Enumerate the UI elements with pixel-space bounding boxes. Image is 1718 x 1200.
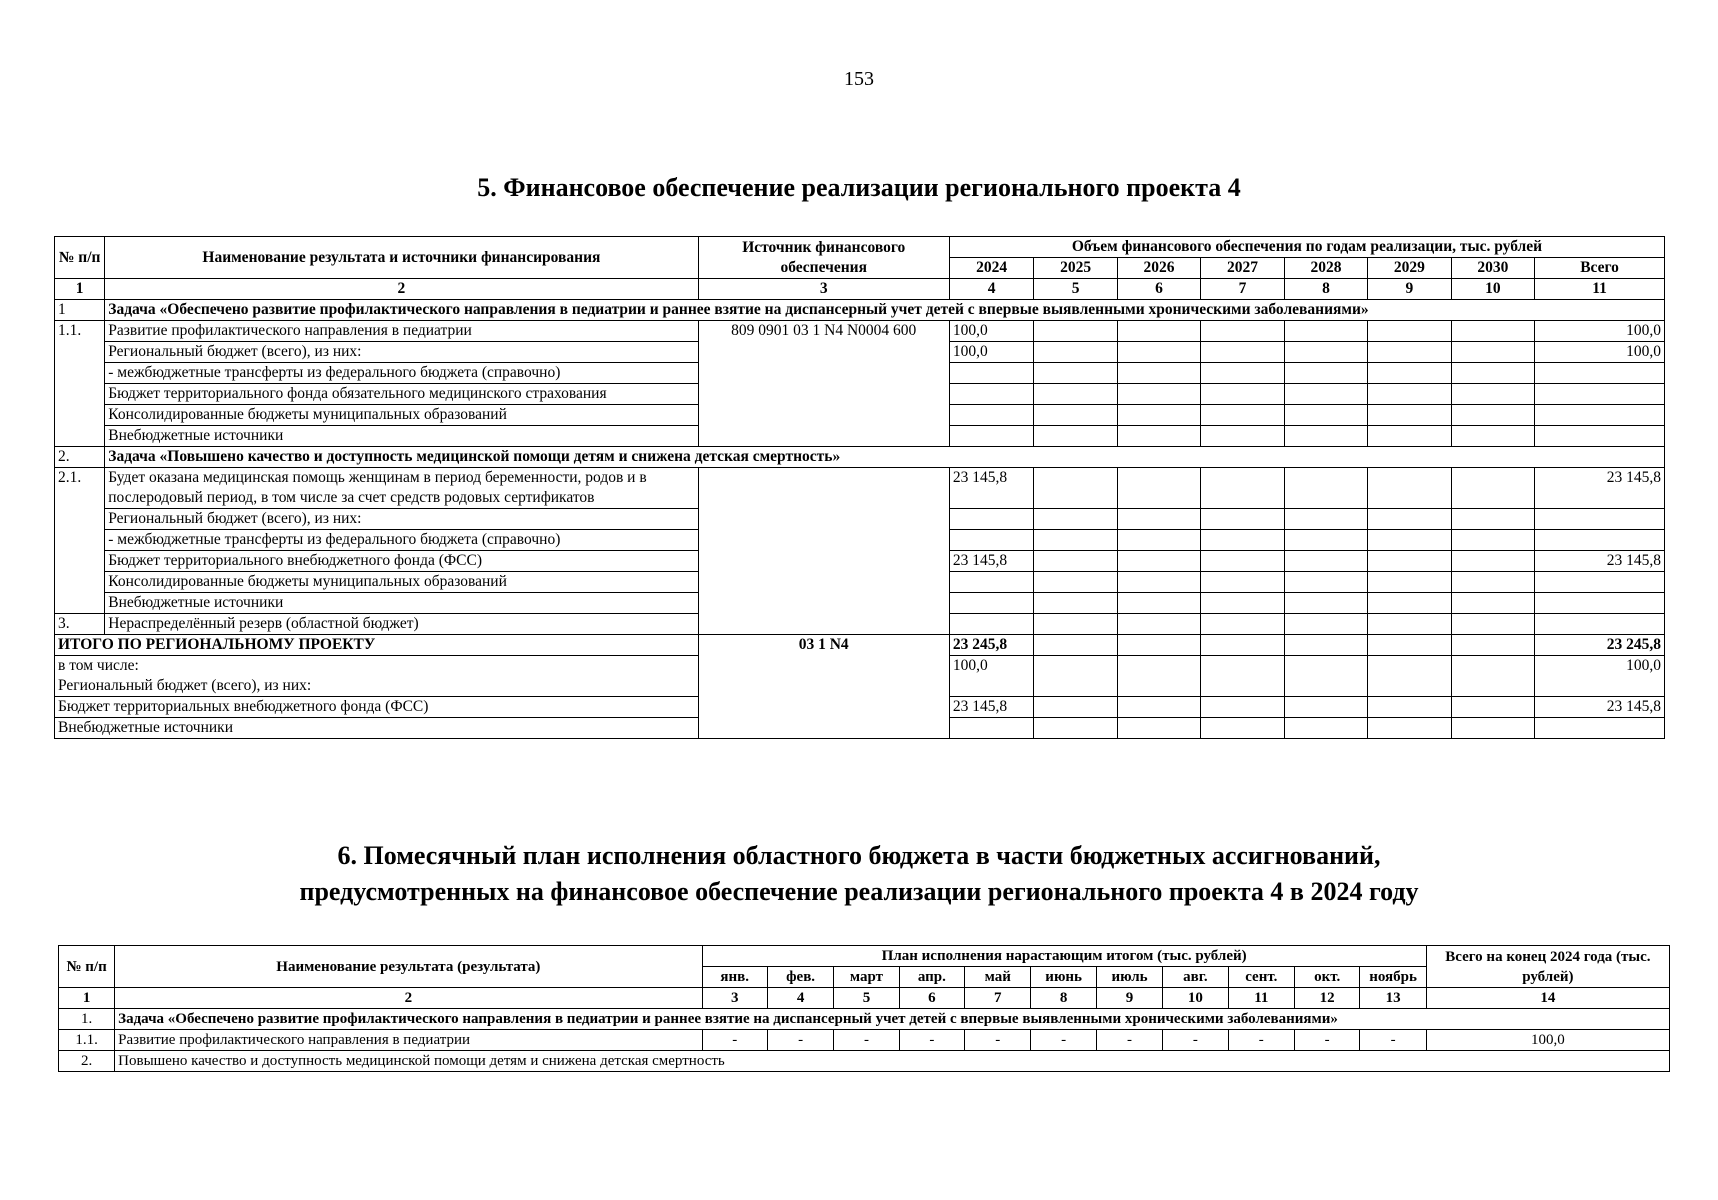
- col-number: 4: [767, 988, 833, 1009]
- header-month: май: [965, 967, 1031, 988]
- col-number: 1: [59, 988, 115, 1009]
- header-month: авг.: [1163, 967, 1228, 988]
- header-year: 2025: [1034, 258, 1117, 279]
- header-year: 2024: [949, 258, 1033, 279]
- month-value: -: [702, 1030, 767, 1051]
- header-source: Источник финансового обеспечения: [698, 237, 949, 279]
- row-name: Бюджет территориального внебюджетного фонда (ФСС): [105, 551, 698, 572]
- col-number: 2: [115, 988, 702, 1009]
- section6-title-line1: 6. Помесячный план исполнения областного бюджета в части бюджетных ассигнований,: [337, 841, 1381, 870]
- month-value: -: [1031, 1030, 1096, 1051]
- row-name: Внебюджетные источники: [105, 593, 698, 614]
- col-number: 10: [1163, 988, 1228, 1009]
- financing-table: [54, 236, 1665, 739]
- col-number: 11: [1228, 988, 1294, 1009]
- month-value: -: [1294, 1030, 1359, 1051]
- row-name: Внебюджетные источники: [55, 718, 699, 739]
- month-value: -: [1228, 1030, 1294, 1051]
- year-total: 100,0: [1426, 1030, 1669, 1051]
- header-volume: Объем финансового обеспечения по годам реализации, тыс. рублей: [949, 237, 1664, 258]
- row-name: Консолидированные бюджеты муниципальных образований: [105, 405, 698, 426]
- month-value: -: [899, 1030, 964, 1051]
- row-name: Внебюджетные источники: [105, 426, 698, 447]
- row-number: 1.1.: [55, 321, 105, 447]
- value-2024: 100,0: [949, 656, 1033, 697]
- col-number: 9: [1096, 988, 1162, 1009]
- row-number: 1.1.: [59, 1030, 115, 1051]
- row-name: Консолидированные бюджеты муниципальных образований: [105, 572, 698, 593]
- value-2024: 100,0: [949, 342, 1033, 363]
- row-name: Развитие профилактического направления в педиатрии: [115, 1030, 702, 1051]
- total-row-label: ИТОГО ПО РЕГИОНАЛЬНОМУ ПРОЕКТУ: [55, 635, 699, 656]
- header-month: фев.: [767, 967, 833, 988]
- month-value: -: [767, 1030, 833, 1051]
- col-number: 1: [55, 279, 105, 300]
- row-name: Бюджет территориального фонда обязательного медицинского страхования: [105, 384, 698, 405]
- row-name: Региональный бюджет (всего), из них:: [105, 509, 698, 530]
- value-total: 23 145,8: [1535, 468, 1665, 509]
- value-2024: 23 145,8: [949, 551, 1033, 572]
- section6-title-line2: предусмотренных на финансовое обеспечение реализации регионального проекта 4 в 2024 году: [299, 877, 1419, 906]
- value-total: 100,0: [1535, 342, 1665, 363]
- value-total: 23 145,8: [1535, 551, 1665, 572]
- row-name: Повышено качество и доступность медицинской помощи детям и снижена детская смертность: [115, 1051, 1670, 1072]
- value-total: 23 145,8: [1535, 697, 1665, 718]
- total-source-code: 03 1 N4: [698, 635, 949, 739]
- source-code: 809 0901 03 1 N4 N0004 600: [698, 321, 949, 447]
- header-year: 2029: [1368, 258, 1451, 279]
- total-all: 23 245,8: [1535, 635, 1665, 656]
- month-value: -: [1096, 1030, 1162, 1051]
- task-number: 2.: [55, 447, 105, 468]
- header-month: март: [834, 967, 899, 988]
- header-plan: План исполнения нарастающим итогом (тыс. рублей): [702, 946, 1426, 967]
- col-number: 7: [965, 988, 1031, 1009]
- col-number: 6: [1117, 279, 1200, 300]
- col-number: 5: [834, 988, 899, 1009]
- row-number: 3.: [55, 614, 105, 635]
- header-month: ноябрь: [1360, 967, 1426, 988]
- row-name: Развитие профилактического направления в педиатрии: [105, 321, 698, 342]
- value-2024: 23 145,8: [949, 697, 1033, 718]
- month-value: -: [965, 1030, 1031, 1051]
- value-2024: 100,0: [949, 321, 1033, 342]
- header-num: № п/п: [59, 946, 115, 988]
- value-total: 100,0: [1535, 321, 1665, 342]
- section6-title: [0, 838, 1718, 910]
- col-number: 6: [899, 988, 964, 1009]
- month-value: -: [834, 1030, 899, 1051]
- col-number: 14: [1426, 988, 1669, 1009]
- row-name: Региональный бюджет (всего), из них:: [105, 342, 698, 363]
- row-number: 2.: [59, 1051, 115, 1072]
- header-total: Всего на конец 2024 года (тыс. рублей): [1426, 946, 1669, 988]
- col-number: 4: [949, 279, 1033, 300]
- col-number: 11: [1535, 279, 1665, 300]
- task-title: Задача «Обеспечено развитие профилактического направления в педиатрии и раннее взятие на диспансерный учет детей с впервые выявленными хроническими заболеваниями»: [105, 300, 1665, 321]
- col-number: 3: [702, 988, 767, 1009]
- row-name: - межбюджетные трансферты из федерального бюджета (справочно): [105, 530, 698, 551]
- row-name: Бюджет территориальных внебюджетного фонда (ФСС): [55, 697, 699, 718]
- including-label: [55, 656, 699, 697]
- task-number: 1: [55, 300, 105, 321]
- including-regional-line: Региональный бюджет (всего), из них:: [58, 677, 312, 694]
- header-month: июль: [1096, 967, 1162, 988]
- row-name: Нераспределённый резерв (областной бюджет): [105, 614, 698, 635]
- header-name: Наименование результата (результата): [115, 946, 702, 988]
- col-number: 10: [1451, 279, 1534, 300]
- header-year: 2028: [1284, 258, 1367, 279]
- header-month: апр.: [899, 967, 964, 988]
- month-value: -: [1163, 1030, 1228, 1051]
- col-number: 7: [1201, 279, 1284, 300]
- value-2024: 23 145,8: [949, 468, 1033, 509]
- col-number: 8: [1284, 279, 1367, 300]
- page-number: 153: [844, 68, 874, 90]
- col-number: 5: [1034, 279, 1117, 300]
- header-month: июнь: [1031, 967, 1096, 988]
- monthly-plan-table: [58, 945, 1670, 1072]
- row-number: 2.1.: [55, 468, 105, 614]
- header-total: Всего: [1535, 258, 1665, 279]
- task-number: 1.: [59, 1009, 115, 1030]
- value-total: 100,0: [1535, 656, 1665, 697]
- col-number: 2: [105, 279, 698, 300]
- including-line: в том числе:: [58, 657, 139, 674]
- task-title: Задача «Повышено качество и доступность медицинской помощи детям и снижена детская смертность»: [105, 447, 1665, 468]
- row-name: - межбюджетные трансферты из федерального бюджета (справочно): [105, 363, 698, 384]
- header-num: № п/п: [55, 237, 105, 279]
- header-month: сент.: [1228, 967, 1294, 988]
- header-month: янв.: [702, 967, 767, 988]
- header-year: 2027: [1201, 258, 1284, 279]
- header-year: 2026: [1117, 258, 1200, 279]
- total-2024: 23 245,8: [949, 635, 1033, 656]
- header-year: 2030: [1451, 258, 1534, 279]
- header-month: окт.: [1294, 967, 1359, 988]
- col-number: 12: [1294, 988, 1359, 1009]
- col-number: 9: [1368, 279, 1451, 300]
- month-value: -: [1360, 1030, 1426, 1051]
- section5-title: 5. Финансовое обеспечение реализации регионального проекта 4: [477, 173, 1241, 202]
- col-number: 8: [1031, 988, 1096, 1009]
- col-number: 13: [1360, 988, 1426, 1009]
- header-name: Наименование результата и источники финансирования: [105, 237, 698, 279]
- col-number: 3: [698, 279, 949, 300]
- row-name: Будет оказана медицинская помощь женщинам в период беременности, родов и в послеродовый период, в том числе за счет средств родовых сертификатов: [105, 468, 698, 509]
- task-title: Задача «Обеспечено развитие профилактического направления в педиатрии и раннее взятие на диспансерный учет детей с впервые выявленными хроническими заболеваниями»: [115, 1009, 1670, 1030]
